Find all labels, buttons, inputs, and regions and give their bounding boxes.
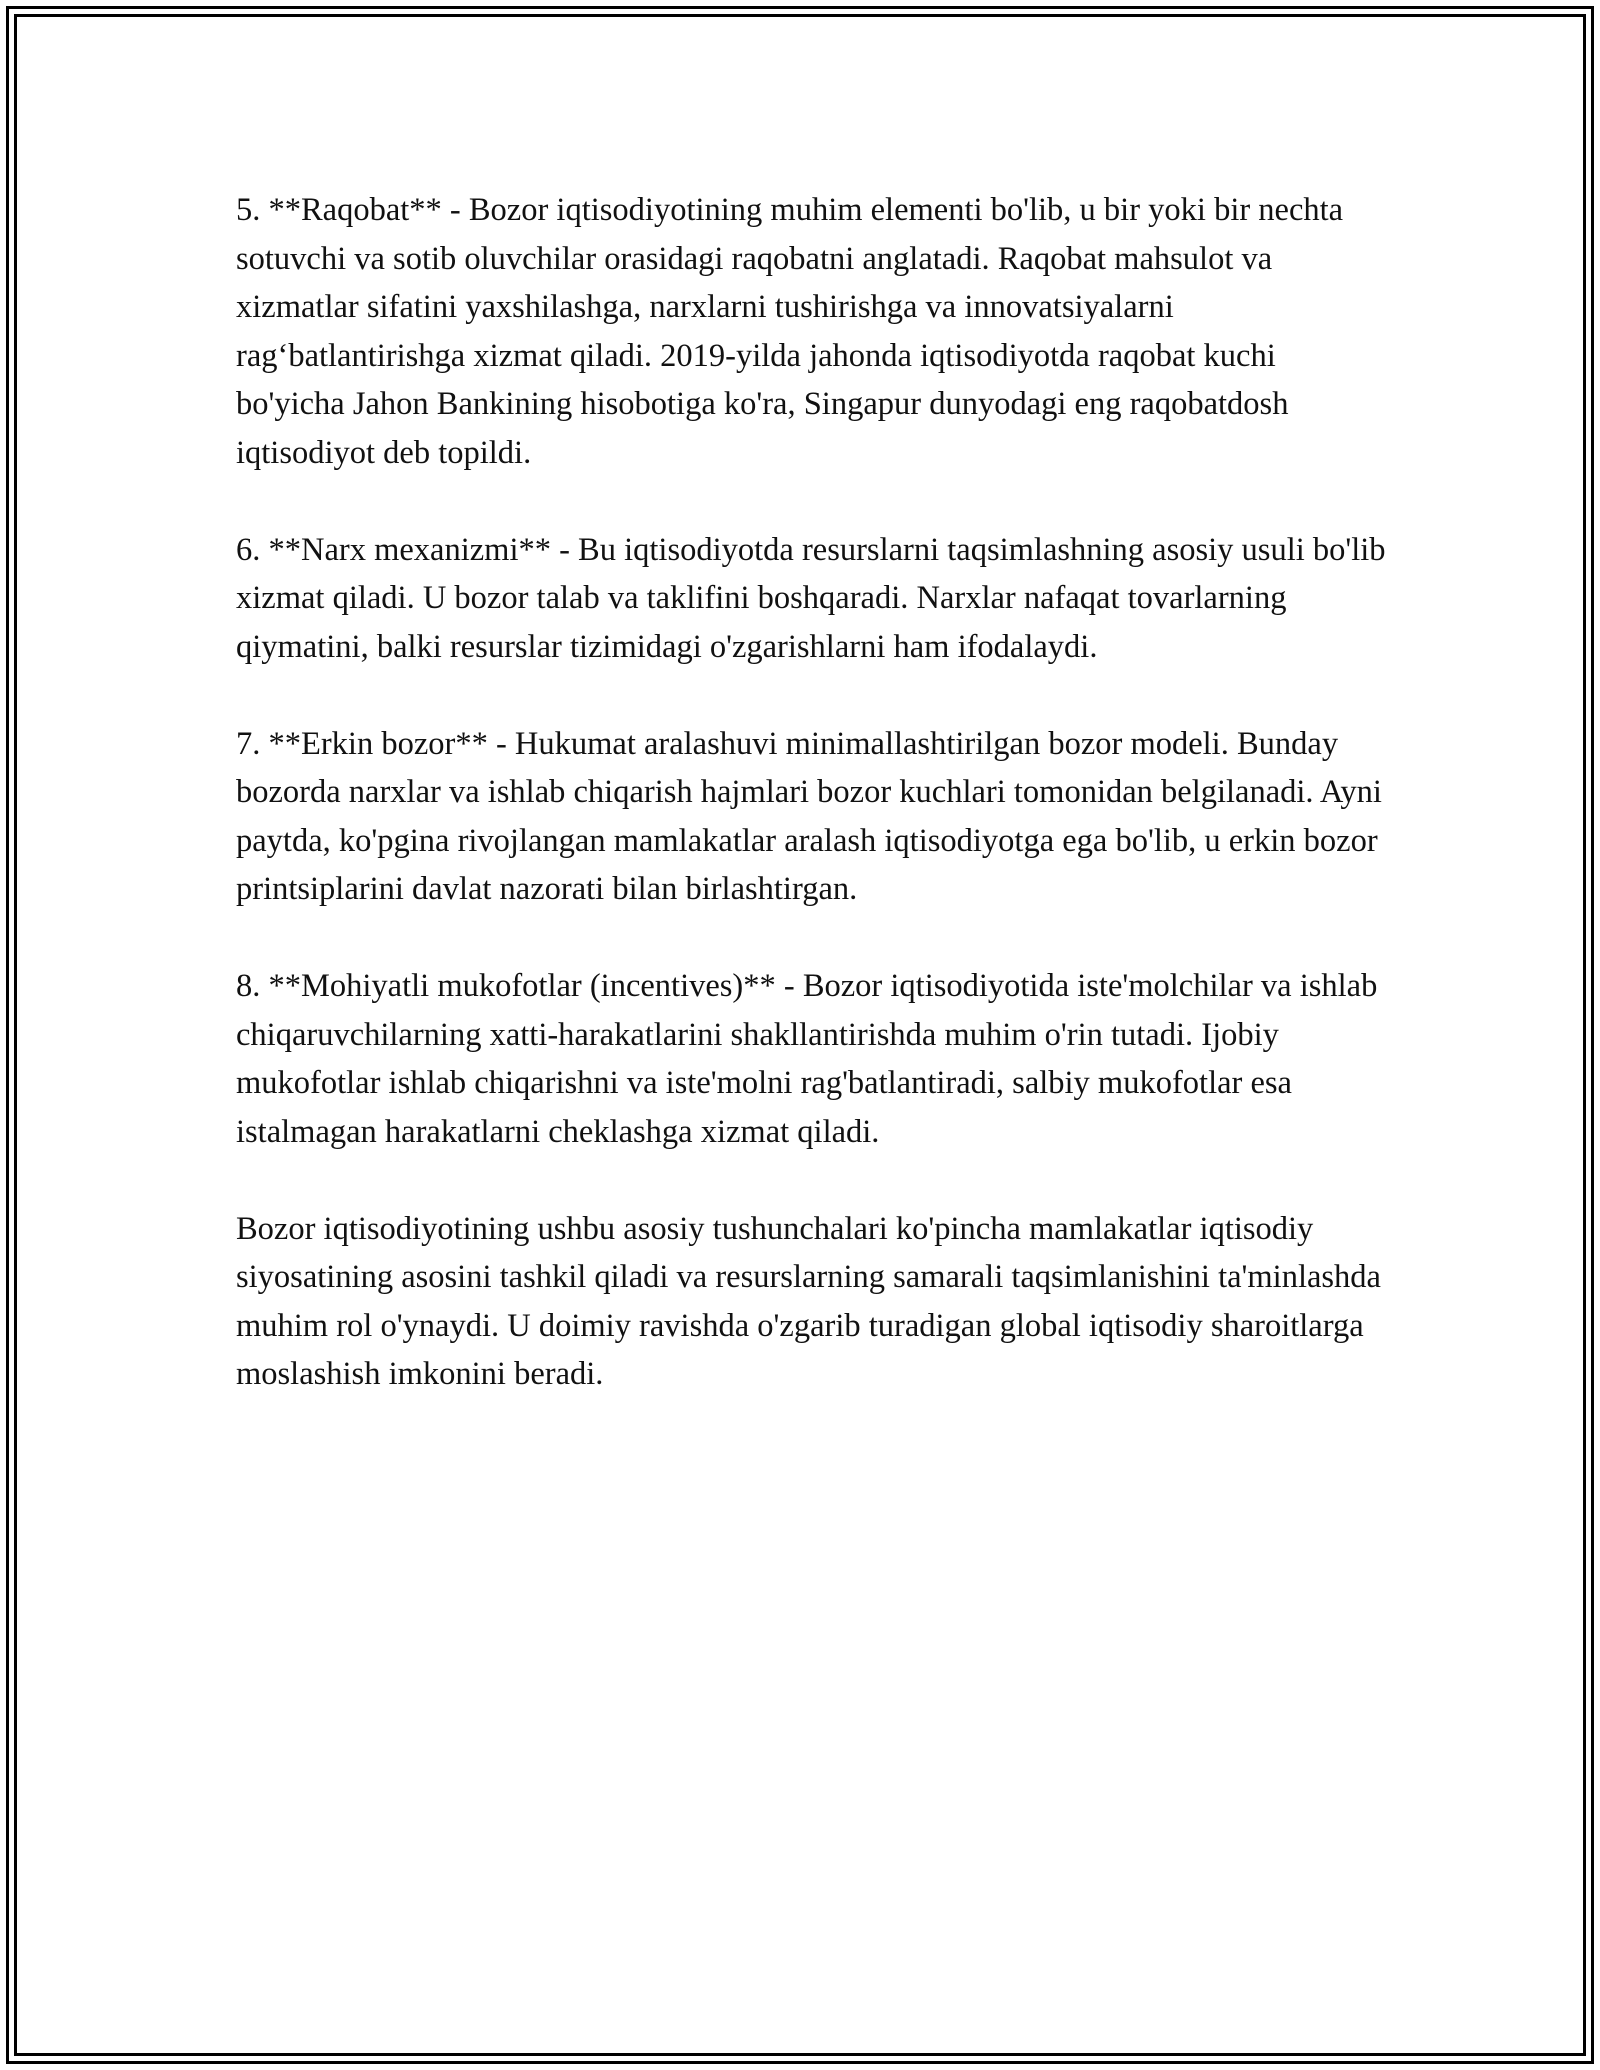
paragraph-narx-mexanizmi: 6. **Narx mexanizmi** - Bu iqtisodiyotda resurslarni taqsimlashning asosiy usuli bo'lib xizmat qiladi. U bozor talab va taklifini boshqaradi. Narxlar nafaqat tovarlarning qiymatini, balki resurslar tizimidagi o'zgarishlarni ham ifodalaydi.	[236, 531, 1386, 665]
paragraph-erkin-bozor: 7. **Erkin bozor** - Hukumat aralashuvi minimallashtirilgan bozor modeli. Bunday bozorda narxlar va ishlab chiqarish hajmlari bozor kuchlari tomonidan belgilanadi. Ayni paytda, ko'pgina rivojlangan mamlakatlar aralash iqtisodiyotga ega bo'lib, u erkin bozor printsiplarini davlat nazorati bilan birlashtirgan.	[236, 725, 1382, 907]
paragraph-conclusion: Bozor iqtisodiyotining ushbu asosiy tushunchalari ko'pincha mamlakatlar iqtisodiy siyosatining asosini tashkil qiladi va resurslarning samarali taqsimlanishini ta'minlashda muhim rol o'ynaydi. U doimiy ravishda o'zgarib turadigan global iqtisodiy sharoitlarga moslashish imkonini beradi.	[236, 1210, 1381, 1392]
paragraph-raqobat: 5. **Raqobat** - Bozor iqtisodiyotining muhim elementi bo'lib, u bir yoki bir nechta sotuvchi va sotib oluvchilar orasidagi raqobatni anglatadi. Raqobat mahsulot va xizmatlar sifatini yaxshilashga, narxlarni tushirishga va innovatsiyalarni rag‘batlantirishga xizmat qiladi. 2019-yilda jahonda iqtisodiyotda raqobat kuchi bo'yicha Jahon Bankining hisobotiga ko'ra, Singapur dunyodagi eng raqobatdosh iqtisodiyot deb topildi.	[236, 192, 1344, 471]
document-body	[236, 186, 1386, 1399]
paragraph-mohiyatli-mukofotlar: 8. **Mohiyatli mukofotlar (incentives)** - Bozor iqtisodiyotida iste'molchilar va ishlab chiqaruvchilarning xatti-harakatlarini shakllantirishda muhim o'rin tutadi. Ijobiy mukofotlar ishlab chiqarishni va iste'molni rag'batlantiradi, salbiy mukofotlar esa istalmagan harakatlarni cheklashga xizmat qiladi.	[236, 968, 1378, 1150]
